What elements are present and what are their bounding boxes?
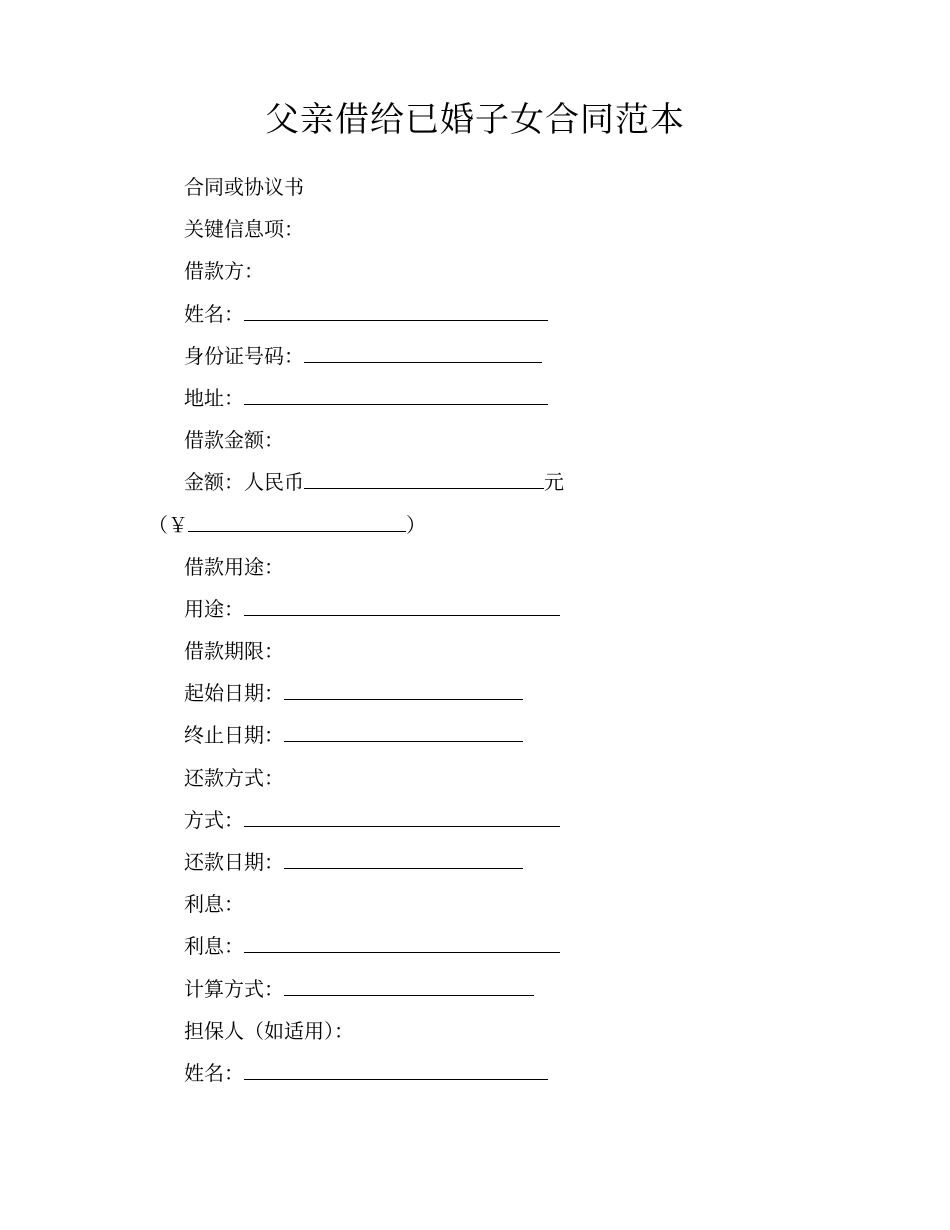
start-date-line bbox=[0, 672, 950, 714]
borrower-name-blank[interactable] bbox=[244, 306, 548, 321]
repay-date-label: 还款日期： bbox=[184, 850, 284, 874]
borrower-name-label: 姓名： bbox=[184, 301, 244, 326]
loan-amount-heading bbox=[0, 419, 950, 461]
calc-method-label: 计算方式： bbox=[184, 976, 284, 1001]
key-info-text: 关键信息项： bbox=[184, 217, 304, 242]
interest-line bbox=[0, 925, 950, 967]
method-blank[interactable] bbox=[244, 812, 560, 827]
amount-rmb-blank[interactable] bbox=[304, 474, 544, 489]
repay-date-line bbox=[0, 841, 950, 883]
borrower-name-line bbox=[0, 293, 950, 335]
end-date-blank[interactable] bbox=[284, 727, 523, 742]
amount-paren-open: （￥ bbox=[148, 512, 188, 537]
loan-purpose-heading bbox=[0, 546, 950, 588]
repay-method-heading bbox=[0, 757, 950, 799]
guarantor-heading bbox=[0, 1010, 950, 1052]
start-date-blank[interactable] bbox=[284, 685, 523, 700]
borrower-address-blank[interactable] bbox=[244, 390, 548, 405]
borrower-address-label: 地址： bbox=[184, 385, 244, 410]
loan-term-heading bbox=[0, 630, 950, 672]
start-date-label: 起始日期： bbox=[184, 681, 284, 706]
amount-figure-blank[interactable] bbox=[188, 517, 406, 532]
repay-method-text: 还款方式： bbox=[184, 765, 284, 790]
calc-method-blank[interactable] bbox=[284, 981, 534, 996]
end-date-label: 终止日期： bbox=[184, 723, 284, 748]
method-label: 方式： bbox=[184, 807, 244, 832]
borrower-text: 借款方： bbox=[184, 259, 264, 284]
repay-date-blank[interactable] bbox=[284, 854, 523, 869]
guarantor-name-line bbox=[0, 1052, 950, 1094]
interest-text: 利息： bbox=[184, 892, 244, 917]
borrower-heading bbox=[0, 250, 950, 292]
amount-unit: 元 bbox=[544, 470, 564, 495]
guarantor-name-blank[interactable] bbox=[244, 1065, 548, 1080]
borrower-address-line bbox=[0, 377, 950, 419]
end-date-line bbox=[0, 714, 950, 756]
purpose-line bbox=[0, 588, 950, 630]
interest-label: 利息： bbox=[184, 934, 244, 959]
amount-figure-line bbox=[0, 504, 950, 546]
loan-purpose-text: 借款用途： bbox=[184, 554, 284, 579]
calc-method-line bbox=[0, 968, 950, 1010]
guarantor-name-label: 姓名： bbox=[184, 1060, 244, 1085]
amount-line bbox=[0, 461, 950, 503]
key-info-heading bbox=[0, 208, 950, 250]
interest-blank[interactable] bbox=[244, 938, 560, 953]
doc-type-text: 合同或协议书 bbox=[184, 175, 304, 199]
doc-type-line bbox=[0, 166, 950, 208]
method-line bbox=[0, 799, 950, 841]
borrower-id-blank[interactable] bbox=[304, 348, 542, 363]
purpose-label: 用途： bbox=[184, 596, 244, 621]
borrower-id-label: 身份证号码： bbox=[184, 343, 304, 368]
loan-amount-text: 借款金额： bbox=[184, 428, 284, 453]
loan-term-text: 借款期限： bbox=[184, 639, 284, 664]
purpose-blank[interactable] bbox=[244, 601, 560, 616]
guarantor-text: 担保人（如适用）： bbox=[184, 1018, 354, 1043]
interest-heading bbox=[0, 883, 950, 925]
document-body bbox=[0, 166, 950, 1094]
amount-label: 金额：人民币 bbox=[184, 470, 304, 495]
amount-paren-close: ） bbox=[406, 512, 426, 537]
document-title: 父亲借给已婚子女合同范本 bbox=[265, 100, 685, 140]
borrower-id-line bbox=[0, 335, 950, 377]
